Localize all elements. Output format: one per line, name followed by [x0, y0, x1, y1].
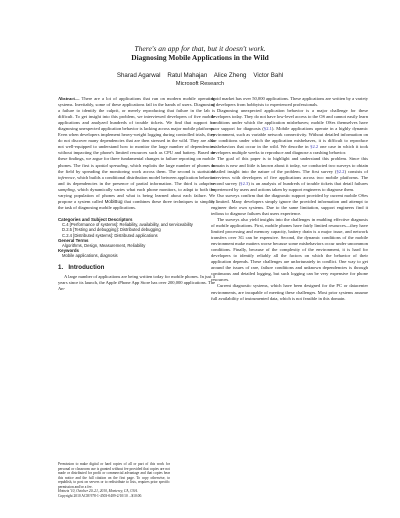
permission-notice	[58, 462, 170, 498]
general-terms-heading: General Terms	[58, 237, 89, 243]
body-paragraph: Current diagnostic systems, which have been designed for the PC or datacenter environments, are incapable of meeting these challenges. Most prior systems assume full availability of instrumented data, which is not feasible in this domain.	[211, 283, 368, 301]
body-text: The goal of this paper is to highlight and understand this problem. Since this domain is new and little is known about it today, we conducted two surveys to obtain detailed insight into the nature of the problem. The first survey (	[211, 156, 368, 174]
copyright-line: Copyright 2010 ACM 978-1-4503-0409-2/10/10 ...$10.00.	[58, 493, 143, 498]
body-text: one case in which it took developers multiple weeks to reproduce and diagnose a crashing behavior.	[211, 144, 368, 156]
keywords-heading: Keywords	[58, 248, 79, 254]
keywords: Mobile applications, diagnosis	[62, 253, 118, 259]
abstract-label: Abstract—	[58, 96, 80, 101]
abstract-text-5: that combines these three techniques to simplify the task of diagnosing mobile applications.	[58, 198, 216, 210]
paper-subtitle: There's an app for that, but it doesn't work.	[134, 44, 266, 53]
body-text: ). Mobile applications operate in a highly dynamic environment, such as variable network connectivity. Without detailed information on the conditions under which the application misbehaves, it is difficult to reproduce misbehaviors that occur in the wild. We describe in	[211, 126, 369, 150]
right-column	[211, 96, 368, 302]
abstract-text-4: , which dynamically varies what each phone monitors, to adapt to both the varying population of phones and what is being learned about each failure. We propose a system called	[58, 186, 215, 204]
section-ref-link[interactable]: §2.1	[263, 126, 272, 132]
intro-paragraph: A large number of applications are being written today for mobile phones. In just 3 years since its launch, the Apple iPhone App Store has over 200,000 applications. The An-	[58, 273, 215, 291]
abstract-text-3: , which builds a conditional distribution model between application behavior and its dependencies in the presence of partial information. The third is	[58, 174, 215, 186]
section-ref-link[interactable]: §2.2	[336, 168, 345, 174]
title-block	[0, 44, 400, 62]
body-text: ) consists of interviews with developers of five applications across two mobile platforms. The second survey (	[211, 168, 368, 186]
affiliation: Microsoft Research	[175, 81, 225, 87]
abstract-paragraph	[58, 96, 215, 211]
general-terms: Algorithms, Design, Measurement, Reliability	[62, 242, 146, 248]
conference-line: Hotnets '10, October 20–21, 2010, Monterey, CA, USA.	[58, 489, 138, 493]
paper-title: Diagnosing Mobile Applications in the Wild	[131, 53, 269, 62]
body-text: Diagnosing unexpected application behavior is a major challenge for these developers today. They do not have low-level access to the OS and cannot easily learn conditions under which the application misbehaves; mobile OSes themselves have poor support for diagnosis (	[211, 108, 368, 132]
body-paragraph	[211, 108, 368, 156]
abstract-term-statistical: statistical inference	[58, 168, 215, 180]
body-paragraph: Our surveys confirm that the diagnostic support provided by current mobile OSes is limited. Many developers simply ignore the provided information and attempt to engineer their own systems. Due to the same limitation, support engineers find it tedious to diagnose failures that users experience.	[211, 192, 368, 216]
section-ref-link[interactable]: §2.3	[240, 180, 249, 186]
author-list: Sharad Agarwal Ratul Mahajan Alice Zheng Victor Bahl	[116, 72, 284, 79]
categories-block	[58, 217, 215, 259]
section-heading-introduction: 1. Introduction	[58, 263, 105, 271]
category-item: D.2.5 [Testing and debugging]: Distributed debugging	[62, 227, 161, 233]
body-paragraph	[211, 156, 368, 192]
body-paragraph: droid market has over 50,000 applications. These applications are written by a variety of developers from hobbyists to experienced professionals.	[211, 96, 368, 108]
body-paragraph: The surveys also yield insights into the challenges in enabling effective diagnosis of mobile applications. First, mobile phones have fairly limited resources—they have limited processing and memory capacity, battery drain is a major issue, and network transfers over 3G can be expensive. Second, the dynamic conditions of the mobile environment make matters worse because some misbehaviors occur under uncommon conditions. Finally, because of the complexity of the environment, it is hard for developers to identify reliably all the factors on which the behavior of their application depends. These challenges are unfortunately in conflict. One way to get around the issues of rare, failure conditions and unknown dependencies is through continuous and detailed logging, but such logging can be very expensive for phone resources.	[211, 216, 368, 283]
body-text: ) is an analysis of hundreds of trouble tickets that detail failures experienced by users and actions taken by support engineers to diagnose them.	[211, 180, 368, 192]
abstract-text-1: There are a lot of applications that run on modern mobile operating systems. Inevitably, some of these applications fail in the hands of users. Diagnosing a failure to identify the culprit, or merely reproducing that failure in the lab is difficult. To get insight into this problem, we interviewed developers of five mobile applications and analyzed hundreds of trouble tickets. We find that support for diagnosing unexpected application behavior is lacking across major mobile platforms. Even when developers implement heavy-weight logging during controlled trials, they do not discover many dependencies that are then stressed in the wild. They are also not well-equipped to understand how to monitor the large number of dependencies without impacting the phone's limited resources such as CPU and battery. Based on these findings, we argue for three fundamental changes to failure reporting on mobile phones. The first is	[58, 96, 215, 168]
abstract-term-adaptive: adaptive sampling	[58, 180, 215, 192]
left-column	[58, 96, 215, 292]
abstract-term-spatial: spatial spreading	[95, 162, 128, 168]
abstract-text-2: , which exploits the large number of phones in the field by spreading the monitoring work across them. The second is	[58, 162, 215, 174]
category-item: C.4 [Performance of systems]: Reliability, availability, and serviceability	[62, 222, 193, 228]
category-item: C.2.4 [Distributed systems]: Distributed applications	[62, 232, 158, 238]
section-ref-link[interactable]: §2.2	[310, 144, 319, 150]
categories-heading: Categories and Subject Descriptors	[58, 216, 133, 222]
system-name: MobiBug	[104, 198, 123, 204]
permission-text: Permission to make digital or hard copies of all or part of this work for personal or classroom use is granted without fee provided that copies are not made or distributed for profit or commercial advantage and that copies bear this notice and the full citation on the first page. To copy otherwise, to republish, to post on servers or to redistribute to lists, requires prior specific permission and/or a fee.	[58, 462, 170, 489]
